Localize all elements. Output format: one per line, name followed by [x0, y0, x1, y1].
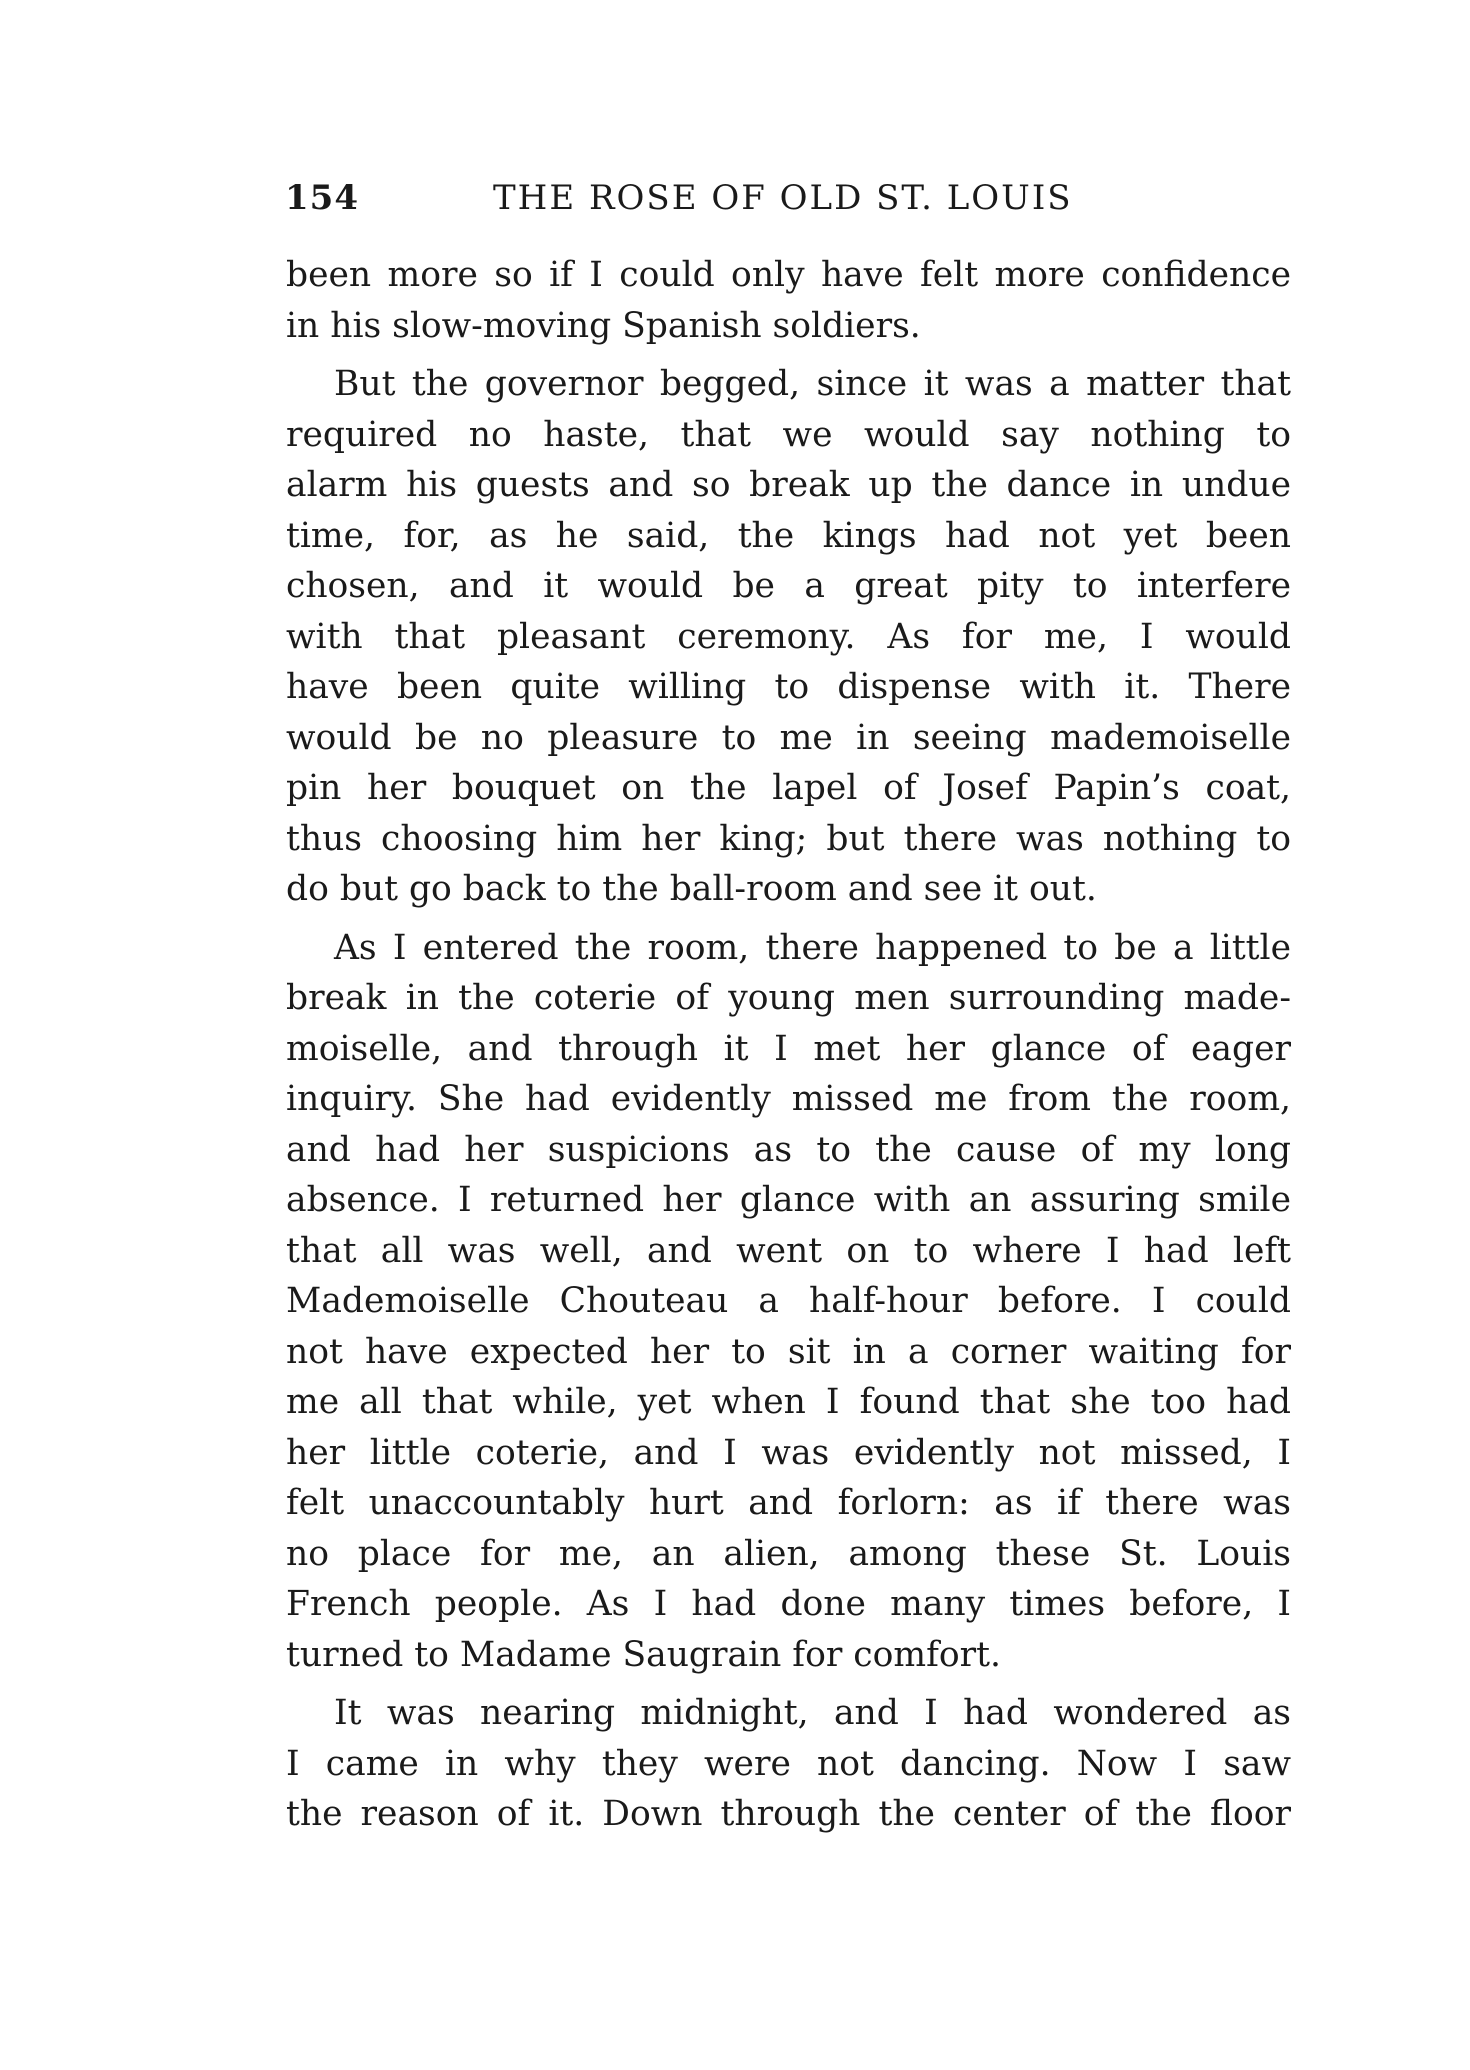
text-line: me all that while, yet when I found that she too had [286, 1382, 1291, 1422]
text-line: moiselle, and through it I met her glance of eager [286, 1028, 1291, 1069]
text-line: required no haste, that we would say nothing to [286, 414, 1291, 455]
text-line: the reason of it. Down through the center of the floor [286, 1794, 1291, 1834]
text-line: break in the coterie of young men surrounding made- [286, 978, 1291, 1018]
running-title: THE ROSE OF OLD ST. LOUIS [493, 178, 1073, 218]
text-line: not have expected her to sit in a corner waiting for [286, 1331, 1291, 1372]
text-line: But the governor begged, since it was a matter that [334, 364, 1291, 404]
page-number: 154 [285, 178, 359, 218]
text-line: It was nearing midnight, and I had wondered as [334, 1693, 1291, 1733]
text-line: and had her suspicions as to the cause of my long [286, 1129, 1291, 1170]
text-line: would be no pleasure to me in seeing mademoiselle [286, 717, 1291, 758]
running-head [285, 178, 1295, 226]
text-line: As I entered the room, there happened to be a little [334, 927, 1291, 968]
text-line: pin her bouquet on the lapel of Josef Papin’s coat, [286, 768, 1291, 808]
text-line: felt unaccountably hurt and forlorn: as if there was [286, 1483, 1291, 1523]
text-line: French people. As I had done many times before, I [286, 1584, 1291, 1624]
paragraph [286, 923, 1291, 1681]
text-line: been more so if I could only have felt more confidence [286, 255, 1291, 295]
text-line: alarm his guests and so break up the dance in undue [286, 465, 1291, 505]
text-line: chosen, and it would be a great pity to interfere [286, 566, 1291, 606]
text-line: thus choosing him her king; but there was nothing to [286, 818, 1291, 859]
text-line: turned to Madame Saugrain for comfort. [286, 1634, 1001, 1675]
text-line: in his slow-moving Spanish soldiers. [286, 305, 921, 346]
paragraph [286, 250, 1291, 351]
text-line: with that pleasant ceremony. As for me, I would [286, 616, 1291, 657]
text-line: inquiry. She had evidently missed me from the room, [286, 1079, 1291, 1119]
paragraph [286, 1688, 1291, 1840]
text-line: no place for me, an alien, among these St. Louis [286, 1533, 1291, 1574]
text-line: have been quite willing to dispense with it. There [286, 667, 1291, 707]
text-line: her little coterie, and I was evidently not missed, I [286, 1432, 1291, 1473]
text-line: time, for, as he said, the kings had not yet been [286, 515, 1291, 556]
text-line: absence. I returned her glance with an assuring smile [286, 1180, 1291, 1220]
text-line: I came in why they were not dancing. Now I saw [286, 1743, 1291, 1784]
text-line: Mademoiselle Chouteau a half-hour before. I could [286, 1281, 1291, 1321]
text-line: do but go back to the ball-room and see it out. [286, 869, 1097, 909]
paragraph [286, 359, 1291, 915]
text-line: that all was well, and went on to where I had left [286, 1230, 1291, 1271]
body-text [286, 250, 1291, 1840]
